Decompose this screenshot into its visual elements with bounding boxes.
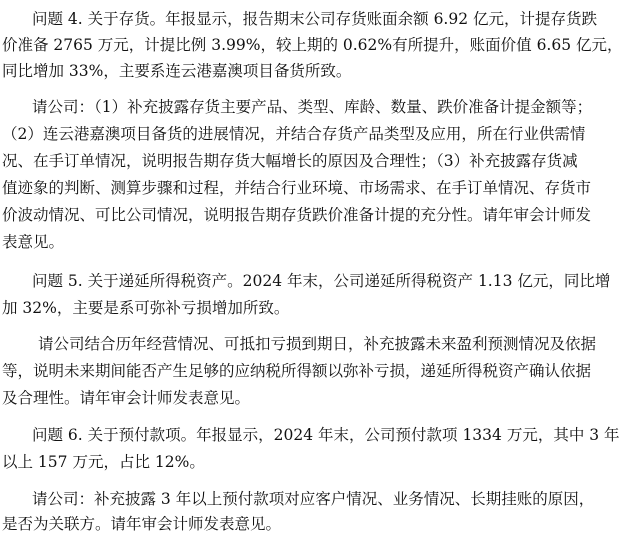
q6-request-line-2: 是否为关联方。请年审会计师发表意见。 [2, 515, 282, 533]
q6-line-2: 以上 157 万元，占比 12%。 [2, 453, 205, 471]
q5-line-2: 加 32%，主要是系可弥补亏损增加所致。 [2, 299, 290, 317]
q6-line-1: 问题 6. 关于预付款项。年报显示，2024 年末，公司预付款项 1334 万元，其中 3 年 [32, 426, 620, 444]
q4-line-3: 同比增加 33%，主要系连云港嘉澳项目备货所致。 [2, 62, 352, 80]
q4-request-line-6: 表意见。 [2, 233, 65, 251]
q6-request-line-1: 请公司：补充披露 3 年以上预付款项对应客户情况、业务情况、长期挂账的原因， [32, 490, 595, 508]
q4-line-2: 价准备 2765 万元，计提比例 3.99%，较上期的 0.62%有所提升，账面价值 6.65 亿元， [2, 36, 623, 54]
q5-request-line-1: 请公司结合历年经营情况、可抵扣亏损到期日，补充披露未来盈利预测情况及依据 [38, 335, 597, 353]
q4-request-line-2: （2）连云港嘉澳项目备货的进展情况，并结合存货产品类型及应用，所在行业供需情 [2, 125, 586, 143]
q4-line-1: 问题 4. 关于存货。年报显示，报告期末公司存货账面余额 6.92 亿元，计提存货跌 [32, 10, 598, 28]
q4-request-line-5: 价波动情况、可比公司情况，说明报告期存货跌价准备计提的充分性。请年审会计师发 [2, 206, 592, 224]
q5-line-1: 问题 5. 关于递延所得税资产。2024 年末，公司递延所得税资产 1.13 亿元，同比增 [32, 272, 611, 290]
q4-request-line-1: 请公司：（1）补充披露存货主要产品、类型、库龄、数量、跌价准备计提金额等； [32, 98, 593, 116]
q5-request-line-3: 及合理性。请年审会计师发表意见。 [2, 389, 251, 407]
q4-request-line-3: 况、在手订单情况，说明报告期存货大幅增长的原因及合理性；（3）补充披露存货减 [2, 152, 578, 170]
q5-request-line-2: 等，说明未来期间能否产生足够的应纳税所得额以弥补亏损，递延所得税资产确认依据 [2, 362, 592, 380]
q4-request-line-4: 值迹象的判断、测算步骤和过程，并结合行业环境、市场需求、在手订单情况、存货市 [2, 179, 592, 197]
